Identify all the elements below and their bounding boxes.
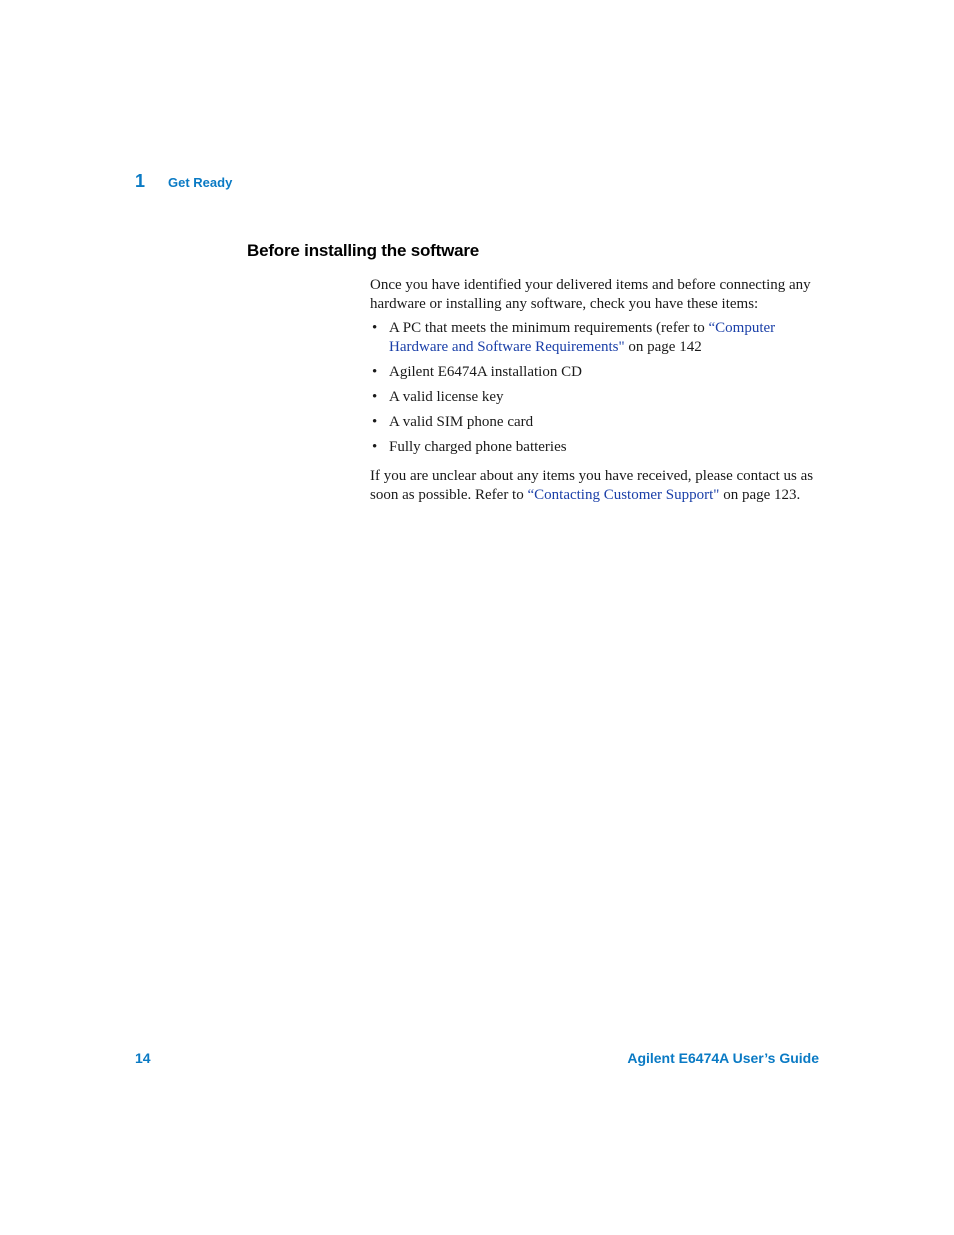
closing-text: on page 123.: [719, 487, 801, 503]
page-number: 14: [135, 1050, 151, 1066]
closing-paragraph: [370, 467, 820, 505]
list-item-text: Agilent E6474A installation CD: [389, 364, 582, 380]
chapter-title: Get Ready: [168, 175, 233, 190]
list-item-text: A valid license key: [389, 389, 504, 405]
section-body: [370, 276, 820, 505]
bullet-icon: •: [372, 389, 378, 405]
closing-text: If you are unclear about any items you have received, please contact us as soon as possible. Refer to: [370, 468, 814, 503]
bullet-icon: •: [372, 439, 378, 455]
guide-title: Agilent E6474A User’s Guide: [627, 1050, 819, 1066]
list-item-text: on page 142: [624, 339, 702, 355]
list-item: [370, 413, 820, 432]
section-heading: Before installing the software: [247, 241, 480, 260]
bullet-icon: •: [372, 320, 378, 336]
list-item: [370, 363, 820, 382]
list-item: [370, 438, 820, 457]
chapter-number: 1: [135, 171, 146, 191]
list-item-text: Fully charged phone batteries: [389, 439, 567, 455]
running-header: [135, 171, 232, 195]
link-contacting-support[interactable]: “Contacting Customer Support": [527, 487, 720, 503]
list-item-text: A valid SIM phone card: [389, 414, 534, 430]
list-item: [370, 388, 820, 407]
bullet-icon: •: [372, 364, 378, 380]
list-item: [370, 319, 820, 357]
intro-paragraph: Once you have identified your delivered items and before connecting any hardware or installing any software, check you have these items:: [370, 277, 811, 312]
bullet-icon: •: [372, 414, 378, 430]
requirements-list: [370, 319, 820, 457]
link-computer-requirements[interactable]: “Computer Hardware and Software Requirements": [389, 320, 776, 355]
list-item-text: A PC that meets the minimum requirements (refer to: [389, 320, 709, 336]
